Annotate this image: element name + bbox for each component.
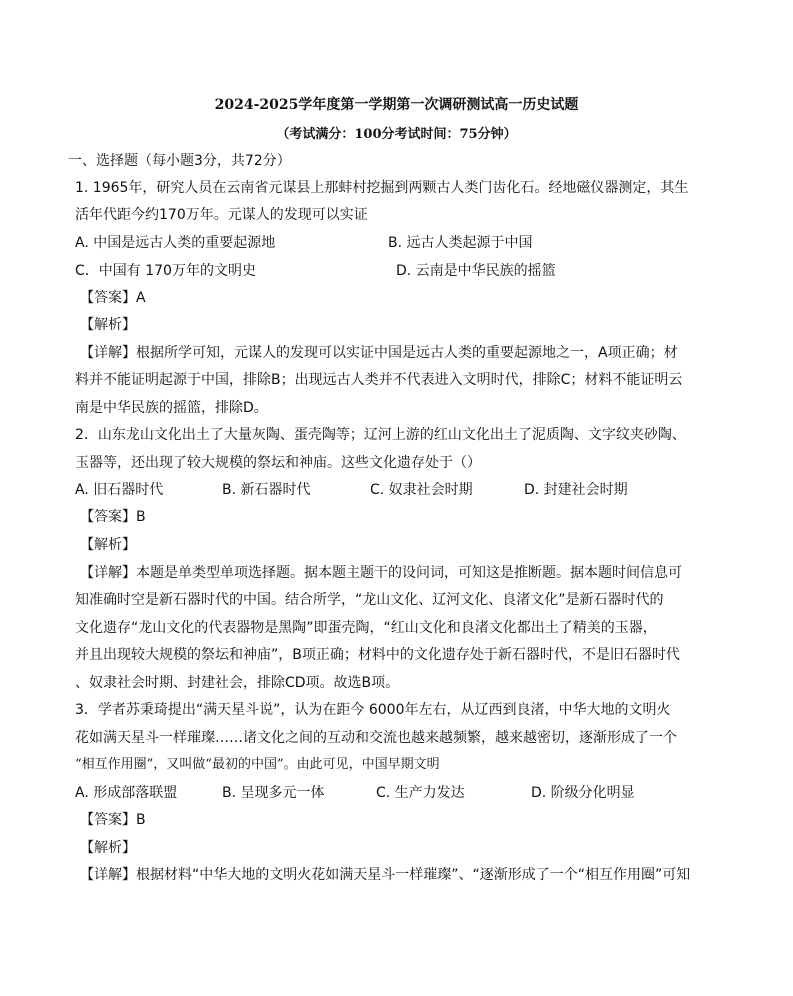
q2-option-a: A. 旧石器时代 — [75, 482, 164, 498]
q3-answer — [80, 811, 146, 829]
q2-detail-text-1: 本题是单类型单项选择题。据本题主题干的设问词，可知这是推断题。据本题时间信息可 — [136, 565, 682, 581]
q2-answer-value: B — [136, 509, 146, 525]
q1-stem-line-1: 1. 1965年，研究人员在云南省元谋县上那蚌村挖掘到两颗古人类门齿化石。经地磁仪器测定，其生 — [75, 180, 689, 196]
exam-info: （考试满分：100分考试时间：75分钟） — [276, 127, 517, 142]
q1-answer — [80, 289, 146, 307]
q2-answer — [80, 508, 146, 526]
q3-option-c: C. 生产力发达 — [376, 785, 465, 801]
q1-stem-line-2: 活年代距今约170万年。元谋人的发现可以实证 — [75, 207, 368, 223]
q3-analysis-tag: 【解析】 — [80, 840, 136, 856]
q2-analysis-tag: 【解析】 — [80, 537, 136, 553]
q3-option-b: B. 呈现多元一体 — [222, 785, 325, 801]
q1-detail-line-2: 料并不能证明起源于中国，排除B；出现远古人类并不代表进入文明时代，排除C；材料不能证明云 — [75, 372, 683, 388]
q3-detail-text-1: 根据材料“中华大地的文明火花如满天星斗一样璀璨”、“逐渐形成了一个“相互作用圈”可知 — [136, 867, 691, 883]
q2-detail-line-3: 文化遗存“龙山文化的代表器物是黑陶”即蛋壳陶，“红山文化和良渚文化都出土了精美的玉器， — [75, 620, 657, 636]
q3-option-a: A. 形成部落联盟 — [75, 785, 178, 801]
detail-tag: 【详解】 — [80, 867, 136, 883]
q2-detail-line-5: 、奴隶社会时期、封建社会，排除CD项。故选B项。 — [75, 675, 400, 691]
q1-detail-line-3: 南是中华民族的摇篮，排除D。 — [75, 400, 268, 416]
q2-detail-line-4: 并且出现较大规模的祭坛和神庙”，B项正确；材料中的文化遗存处于新石器时代，不是旧石器时代 — [75, 647, 680, 663]
q3-detail-line-1 — [80, 866, 690, 884]
q3-stem-line-1: 3．学者苏秉琦提出“满天星斗说”，认为在距今 6000年左右，从辽西到良渚，中华大地的文明火 — [75, 702, 671, 718]
q1-answer-value: A — [136, 290, 146, 306]
detail-tag: 【详解】 — [80, 345, 136, 361]
q3-stem-line-3: “相互作用圈”，又叫做“最初的中国”。由此可见，中国早期文明 — [75, 757, 440, 772]
q3-option-d: D. 阶级分化明显 — [531, 785, 635, 801]
answer-tag: 【答案】 — [80, 509, 136, 525]
q2-option-d: D. 封建社会时期 — [524, 482, 628, 498]
q1-option-b: B. 远古人类起源于中国 — [388, 235, 533, 251]
q1-analysis-tag: 【解析】 — [80, 317, 136, 333]
page-title: 2024-2025学年度第一学期第一次调研测试高一历史试题 — [214, 97, 579, 113]
q2-detail-line-2: 知准确时空是新石器时代的中国。结合所学，“龙山文化、辽河文化、良渚文化”是新石器时代的 — [75, 592, 664, 608]
q1-detail-line-1 — [80, 344, 678, 362]
answer-tag: 【答案】 — [80, 812, 136, 828]
answer-tag: 【答案】 — [80, 290, 136, 306]
q2-option-b: B. 新石器时代 — [222, 482, 311, 498]
q2-stem-line-1: 2．山东龙山文化出土了大量灰陶、蛋壳陶等；辽河上游的红山文化出土了泥质陶、文字纹夹砂陶、 — [75, 427, 686, 443]
detail-tag: 【详解】 — [80, 565, 136, 581]
q2-stem-line-2: 玉器等，还出现了较大规模的祭坛和神庙。这些文化遗存处于（） — [75, 455, 481, 471]
section-heading: 一、选择题（每小题3分，共72分） — [68, 153, 291, 169]
q2-option-c: C. 奴隶社会时期 — [370, 482, 473, 498]
q3-answer-value: B — [136, 812, 146, 828]
q1-option-d: D. 云南是中华民族的摇篮 — [396, 263, 556, 279]
q1-option-c: C．中国有 170万年的文明史 — [75, 263, 256, 279]
q3-stem-line-2: 花如满天星斗一样璀璨……诸文化之间的互动和交流也越来越频繁，越来越密切，逐渐形成了一个 — [75, 730, 677, 746]
q2-detail-line-1 — [80, 564, 682, 582]
q1-detail-text-1: 根据所学可知，元谋人的发现可以实证中国是远古人类的重要起源地之一，A项正确；材 — [136, 345, 678, 361]
q1-option-a: A. 中国是远古人类的重要起源地 — [75, 235, 276, 251]
